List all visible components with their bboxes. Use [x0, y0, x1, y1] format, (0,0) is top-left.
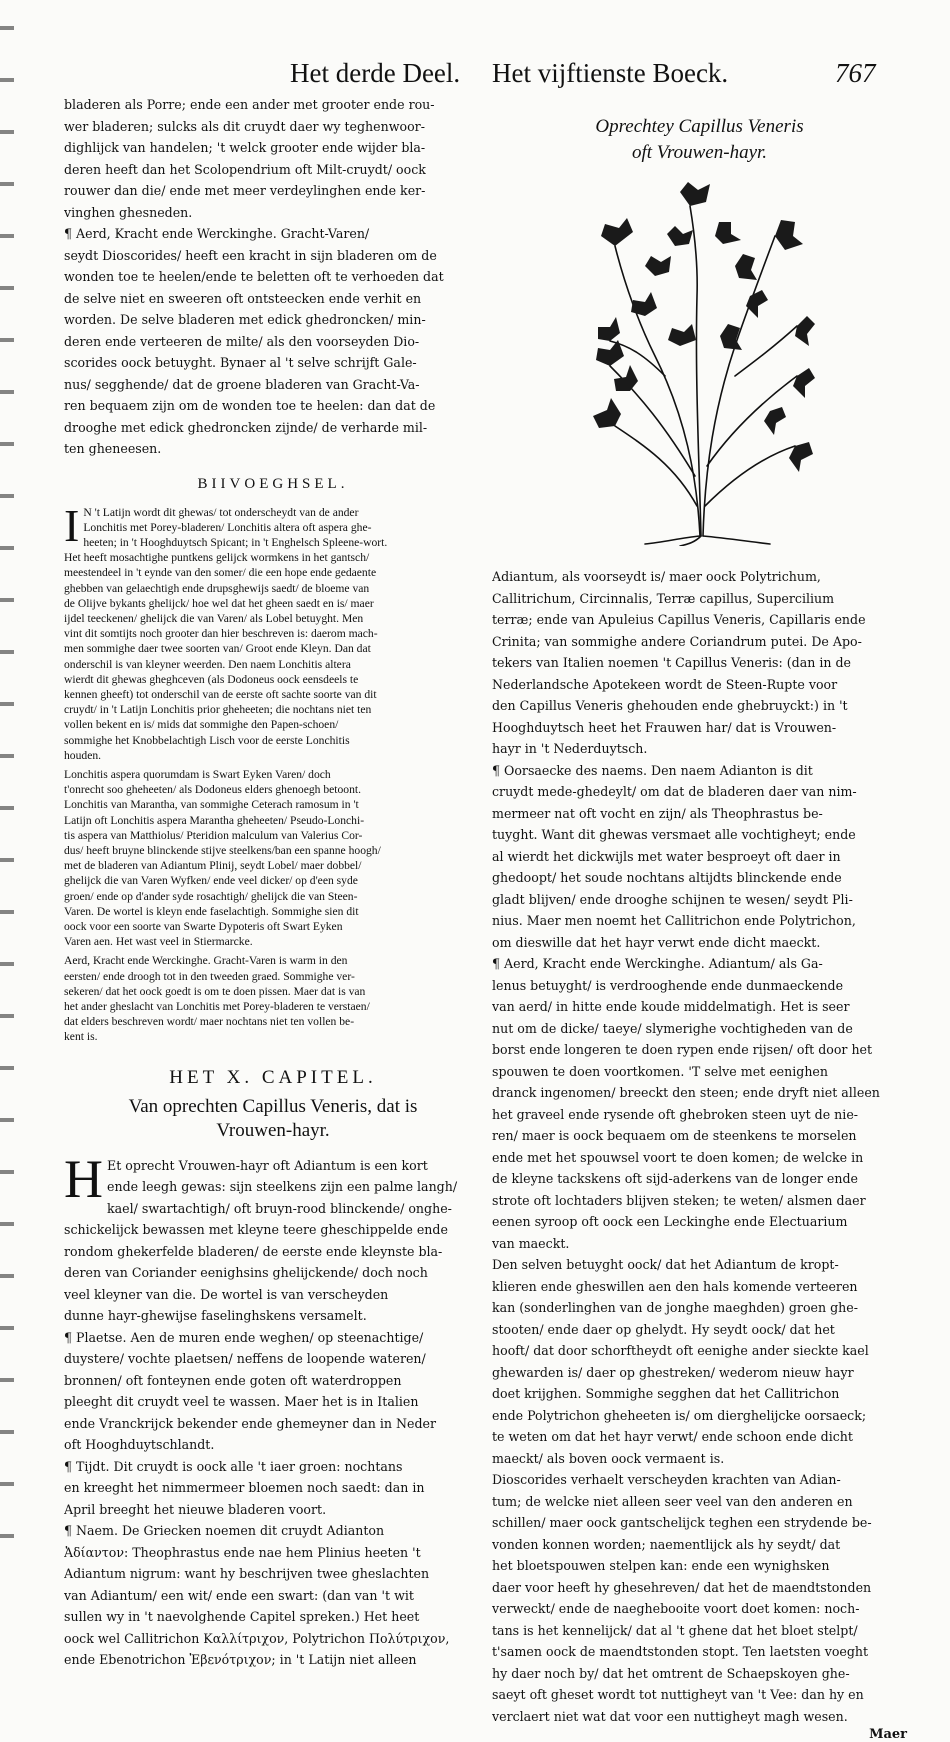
text-line: terræ; ende van Apuleius Capillus Veneris, Capillaris ende [492, 612, 866, 627]
text-line: eenen syroop oft oock een Leckinghe ende Electuarium [492, 1214, 848, 1229]
text-line: ghelijck die van Varen Wyfken/ ende veel dicker/ op d'een syde [64, 874, 358, 888]
text-line: Het heeft mosachtighe puntkens gelijck wormkens in het gantsch/ [64, 551, 370, 565]
text-line: meestendeel in 't eynde van den somer/ die een hope ende gedaente [64, 566, 377, 580]
text-line: sommighe het Knobbelachtigh Lisch voor de eerste Lonchitis [64, 733, 350, 747]
text-line: sullen wy in 't naevolghende Capitel spreken.) Het heet [64, 1609, 420, 1625]
text-line: hooft/ dat door schorftheydt oft eenighe ander sieckte kael [492, 1343, 869, 1358]
text-line: het ander gheslacht van Lonchitis met Porey-bladeren te verstaen/ [64, 1000, 370, 1013]
book-title: Het vijftienste Boeck. [492, 58, 729, 88]
plate-caption-line2: oft Vrouwen-hayr. [631, 142, 768, 163]
text-line: deren ende verteeren de milte/ als den voorseyden Dio- [64, 333, 420, 349]
text-line: het bloetspouwen stelpen kan: ende een wynighsken [492, 1558, 830, 1573]
part-title: Het derde Deel. [290, 58, 461, 88]
text-line: de selve niet en sweeren oft ontsteecken ende verhit en [64, 290, 422, 306]
text-line: vint dit somtijts noch grooter dan hier beschreven is: daerom mach- [64, 627, 378, 641]
text-line: ghebben van gelaechtigh ende drupsghewijs saedt/ de bloeme van [64, 581, 370, 595]
text-line: Varen. De wortel is kleyn ende faselachtigh. Sommighe sien dit [64, 904, 359, 918]
text-line: ende met het spouwsel voort te doen komen; de welcke in [492, 1149, 864, 1165]
text-line: verweckt/ ende de naeghebooite voort doet komen: noch- [492, 1601, 860, 1616]
text-line: nius. Maer men noemt het Callitrichon ende Polytrichon, [492, 913, 856, 928]
text-line: Adiantum, als voorseydt is/ maer oock Polytrichum, [492, 569, 821, 584]
text-line: den Capillus Veneris ghehouden ende ghebruyckt:) in 't [492, 698, 848, 713]
text-line: schickelijck bewassen met kleyne teere gheschippelde ende [64, 1222, 448, 1238]
text-line: Adiantum nigrum: want hy beschrijven twee gheslachten [64, 1566, 430, 1582]
chapter-body [64, 1148, 482, 1671]
text-line: tis aspera van Matthiolus/ Pteridion malculum van Valerius Cor- [64, 828, 363, 842]
text-line: ¶ Plaetse. Aen de muren ende weghen/ op steenachtige/ [64, 1329, 424, 1345]
text-line: ende leegh gewas: sijn steelkens zijn een palme langh/ [107, 1179, 458, 1195]
text-line: van aerd/ in hitte ende koude middelmatigh. Het is seer [492, 999, 850, 1014]
text-line: Varen aen. Het wast veel in Stiermarcke. [64, 935, 253, 949]
text-line: kennen gheeft) tot onderschil van de eerste oft sachte soorte van dit [64, 687, 377, 701]
text-line: ren bequaem zijn om de wonden toe te heelen: dan dat de [64, 398, 436, 413]
text-line: houden. [64, 748, 102, 762]
text-line: onderschil is van kleyner weerden. Den naem Lonchitis altera [64, 657, 351, 671]
text-line: sekeren/ dat het oock goedt is om te doen pissen. Maer dat is van [64, 984, 366, 998]
text-line: ¶ Aerd, Kracht ende Werckinghe. Adiantum/ als Ga- [492, 956, 823, 971]
text-line: Crinita; van sommighe andere Coriandrum putei. De Apo- [492, 633, 862, 649]
text-line: ende Ebenotrichon Ἐβενότριχον; in 't Latijn niet alleen [64, 1652, 417, 1668]
chapter-title-line1: Van oprechten Capillus Veneris, dat is [128, 1095, 418, 1117]
text-line: kael/ swartachtigh/ oft bruyn-rood blinckende/ onghe- [107, 1200, 452, 1216]
text-line: deren van Coriander eenighsins ghelijckende/ doch noch [64, 1265, 428, 1281]
text-line: stooten/ ende daer op ghelydt. Hy seydt oock/ dat het [492, 1321, 835, 1337]
text-line: rouwer dan die/ ende met meer verdeylinghen ende ker- [64, 183, 426, 198]
maidenhair-fern-woodcut [585, 176, 815, 546]
text-line: Hooghduytsch heet het Frauwen har/ dat is Vrouwen- [492, 719, 837, 735]
text-line: dighlijck van handelen; 't welck grooter ende wijder bla- [64, 140, 426, 155]
text-line: ende Vranckrijck bekender ende ghemeyner dan in Neder [64, 1415, 437, 1431]
text-line: vonden konnen worden; naementlijck als hy seydt/ dat [492, 1536, 841, 1552]
text-line: ¶ Oorsaecke des naems. Den naem Adianton is dit [492, 762, 813, 778]
text-line: wer bladeren; sulcks als dit cruydt daer wy teghenwoor- [64, 118, 425, 134]
text-line: Aerd, Kracht ende Werckinghe. Gracht-Varen is warm in den [64, 954, 348, 968]
text-line: Et oprecht Vrouwen-hayr oft Adiantum is een kort [107, 1157, 428, 1173]
right-body-text [492, 566, 907, 1727]
text-line: ghedoopt/ het soude nochtans altijdts blinckende ende [492, 870, 842, 885]
text-line: hy daer noch by/ dat het omtrent de Schaepskoyen ghe- [492, 1665, 850, 1681]
text-line: van maeckt. [492, 1235, 570, 1251]
text-line: dranck ingenomen/ breeckt den steen; ende dryft niet alleen [492, 1085, 880, 1100]
text-line: rondom ghekerfelde bladeren/ de eerste ende kleynste bla- [64, 1243, 443, 1259]
chapter-title-line2: Vrouwen-hayr. [216, 1119, 330, 1141]
text-line: April breeght het nieuwe bladeren voort. [64, 1501, 327, 1517]
plate-caption-line1: Oprechtey Capillus Veneris [595, 116, 804, 137]
text-line: ghewarden is/ daer op ghestreken/ wederom nieuw hayr [492, 1364, 854, 1380]
left-top-text [64, 94, 482, 460]
text-line: Nederlandsche Apotekeen wordt de Steen-Rupte voor [492, 676, 838, 692]
text-line: bronnen/ oft fonteynen ende goten oft waterdroppen [64, 1372, 402, 1388]
text-line: eersten/ ende droogh tot in den tweeden graed. Sommighe ver- [64, 969, 355, 983]
text-line: de kleyne tackskens oft sijd-aderkens van de longer ende [492, 1171, 859, 1186]
text-line: het graveel ende rysende oft ghebroken steen uyt de nie- [492, 1106, 859, 1122]
bijv-dropcap: I [64, 499, 80, 551]
text-line: oock voor een soorte van Swarte Dypoteris oft Swart Eyken [64, 919, 343, 933]
text-line: groen/ ende op d'ander syde rosachtigh/ ghelijck die van Steen- [64, 889, 358, 903]
text-line: klieren ende gheswillen aen den hals komende verteeren [492, 1278, 858, 1294]
text-line: en kreeght het nimmermeer bloemen noch saedt: dan in [64, 1480, 425, 1496]
text-line: pleeght dit cruydt veel te wassen. Maer het is in Italien [64, 1394, 419, 1410]
text-line: spouwen te doen voortkomen. 'T selve met eenighen [492, 1063, 828, 1079]
chapter-body-text [64, 1148, 482, 1671]
text-line: dus/ heeft bruyne blinckende stijve steelkens/ban een spanne hoogh/ [64, 843, 381, 857]
text-line: met de bladeren van Adiantum Plinij, seydt Lobel/ maer dobbel/ [64, 859, 362, 873]
text-line: saeyt oft gheset wordt tot nuttigheyt van 't Vee: dan hy en [492, 1687, 864, 1702]
bijv-para2 [64, 767, 482, 949]
text-line: lenus betuyght/ is verdrooghende ende dunmaeckende [492, 977, 844, 993]
text-line: kan (sonderlinghen van de jonghe maeghden) groen ghe- [492, 1300, 858, 1315]
catchword: Maer [869, 1727, 907, 1742]
text-line: ijdel teeckenen/ ghelijck die van Varen/ als Lobel betuyght. Men [64, 611, 364, 625]
page-number: 767 [835, 58, 876, 88]
text-line: dunne hayr-ghewijse faselinghskens versamelt. [64, 1308, 367, 1324]
text-line: wonden toe te heelen/ende te beletten oft te verhoeden dat [64, 269, 444, 284]
text-line: cruydt/ in 't Latijn Lonchitis prior gheheeten; die nochtans niet ten [64, 703, 372, 717]
plate-caption [492, 114, 907, 166]
text-line: ¶ Tijdt. Dit cruydt is oock alle 't iaer groen: nochtans [64, 1458, 403, 1474]
text-line: om dieswille dat het hayr verwt ende dicht maeckt. [492, 934, 821, 950]
left-column [64, 94, 482, 1671]
section-heading: BIIVOEGHSEL. [197, 475, 349, 492]
text-line: daer voor heeft hy ghesehreven/ dat het de maendtstonden [492, 1579, 872, 1595]
text-line: wierdt dit ghewas gheghceven (als Dodoneus oock eensdeels te [64, 672, 359, 686]
text-line: te weten om dat het hayr verwt/ ende schoon ende dicht [492, 1429, 853, 1444]
text-line: Callitrichum, Circinnalis, Terræ capillus, Supercilium [492, 590, 835, 606]
text-line: deren heeft dan het Scolopendrium oft Milt-cruydt/ oock [64, 161, 426, 177]
text-line: tuyght. Want dit ghewas versmaet alle vochtigheyt; ende [492, 827, 856, 842]
text-line: al wierdt het dickwijls met water besproeyt oft daer in [492, 848, 841, 864]
text-line: duystere/ vochte plaetsen/ neffens de loopende wateren/ [64, 1351, 426, 1367]
text-line: mermeer nat oft vocht en zijn/ als Theophrastus be- [492, 805, 823, 821]
bijv-para3 [64, 953, 482, 1044]
text-line: ten gheneesen. [64, 441, 162, 456]
text-line: nus/ segghende/ dat de groene bladeren van Gracht-Va- [64, 376, 420, 392]
text-line: scorides oock betuyght. Bynaer al 't selve schrijft Gale- [64, 355, 417, 370]
text-line: Lonchitis aspera quorumdam is Swart Eyken Varen/ doch [64, 767, 331, 781]
right-column [492, 94, 907, 1742]
chapter-heading: HET X. CAPITEL. [169, 1066, 377, 1088]
bijv-text [64, 499, 482, 763]
text-line: Ἀδίαντον: Theophrastus ende nae hem Plinius heeten 't [64, 1544, 421, 1560]
text-line: Lonchitis van Marantha, van sommighe Ceterach ramosum in 't [64, 798, 359, 812]
text-line: cruydt mede-ghedeylt/ om dat de bladeren daer van nim- [492, 784, 857, 799]
text-line: ende Polytrichon gheheeten is/ om dierghelijcke oorsaeck; [492, 1407, 867, 1423]
text-line: tans is het kennelijck/ dat al 't ghene dat het bloet stelpt/ [492, 1622, 858, 1638]
text-line: tekers van Italien noemen 't Capillus Veneris: (dan in de [492, 655, 852, 670]
text-line: t'samen oock de maendtstonden stopt. Ten laetsten voeght [492, 1644, 869, 1659]
binding-edge [0, 0, 14, 1566]
running-head [290, 58, 930, 98]
text-line: kent is. [64, 1030, 98, 1044]
text-line: nut om de dicke/ taeye/ slymerighe vochtigheden van de [492, 1020, 853, 1036]
text-line: t'onrecht soo gheheeten/ als Dodoneus elders ghenoegh betoont. [64, 783, 362, 797]
text-line: vinghen ghesneden. [64, 204, 193, 220]
bijvoeghsel-block [64, 499, 482, 1045]
text-line: heeten; in 't Hooghduytsch Spicant; in 't Enghelsch Spleene-wort. [83, 535, 388, 549]
text-line: ¶ Aerd, Kracht ende Werckinghe. Gracht-Varen/ [64, 226, 370, 241]
text-line: Den selven betuyght oock/ dat het Adiantum de kropt- [492, 1257, 839, 1272]
text-line: dat elders beschreven wordt/ maer nochtans niet ten vollen be- [64, 1015, 355, 1029]
text-line: worden. De selve bladeren met edick ghedroncken/ min- [64, 312, 426, 327]
text-line: ¶ Naem. De Griecken noemen dit cruydt Adianton [64, 1523, 385, 1539]
body-dropcap: H [64, 1148, 103, 1209]
text-line: tum; de welcke niet alleen seer veel van den anderen en [492, 1493, 853, 1509]
text-line: hayr in 't Nederduytsch. [492, 741, 648, 756]
text-line: borst ende longeren te doen rypen ende rijsen/ oft door het [492, 1042, 873, 1057]
text-line: Latijn oft Lonchitis aspera Marantha gheheeten/ Pseudo-Lonchi- [64, 813, 365, 827]
text-line: gladt blijven/ ende drooghe schijnen te wesen/ seydt Pli- [492, 891, 853, 907]
text-line: maeckt/ als boven oock vermaent is. [492, 1450, 725, 1466]
text-line: doet krijghen. Sommighe segghen dat het Callitrichon [492, 1386, 840, 1401]
text-line: N 't Latijn wordt dit ghewas/ tot onderscheydt van de ander [83, 505, 359, 519]
text-line: oft Hooghduytschlandt. [64, 1437, 215, 1453]
text-line: bladeren als Porre; ende een ander met grooter ende rou- [64, 97, 435, 112]
text-line: van Adiantum/ een wit/ ende een swart: (dan van 't wit [64, 1587, 414, 1603]
text-line: oock wel Callitrichon Καλλίτριχον, Polytrichon Πολύτριχον, [64, 1630, 450, 1646]
text-line: Dioscorides verhaelt verscheyden krachten van Adian- [492, 1472, 841, 1487]
text-line: de Olijve bykants ghelijck/ hoe wel dat het gheen saedt en is/ maer [64, 596, 374, 610]
text-line: schillen/ maer oock gantschelijck teghen een strydende be- [492, 1515, 872, 1530]
text-line: veel kleyner van die. De wortel is van verscheyden [64, 1286, 389, 1302]
chapter-title [94, 1095, 452, 1143]
text-line: ren/ maer is oock bequaem om de steenkens te morselen [492, 1128, 857, 1143]
text-line: seydt Dioscorides/ heeft een kracht in sijn bladeren om de [64, 247, 437, 263]
text-line: men sommighe daer twee soorten van/ Groot ende Kleyn. Dan dat [64, 642, 371, 656]
text-line: drooghe met edick ghedroncken zijnde/ de verharde mil- [64, 419, 428, 435]
text-line: Lonchitis met Porey-bladeren/ Lonchitis altera oft aspera ghe- [83, 520, 372, 534]
text-line: verclaert niet wat dat voor een nuttigheyt magh wesen. [492, 1708, 848, 1724]
text-line: vollen bekent en is/ mids dat sommighe den Papen-schoen/ [64, 718, 339, 732]
text-line: strote oft lochtaders blijven steken; te weten/ alsmen daer [492, 1192, 866, 1208]
